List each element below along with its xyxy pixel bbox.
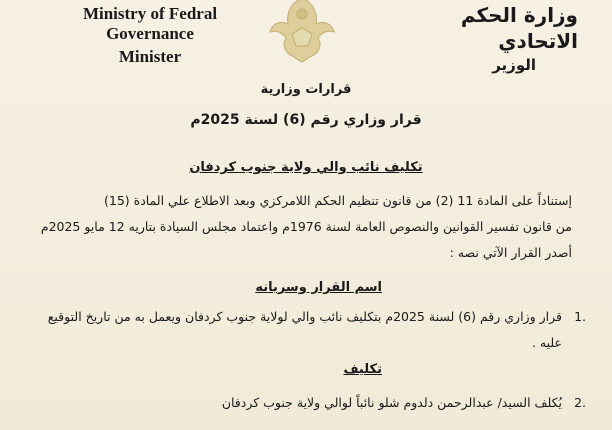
clause-number: 1.	[574, 309, 586, 324]
minister-title-ar: الوزير	[492, 56, 536, 74]
preamble-line-3: أصدر القرار الآتي نصه :	[449, 245, 572, 260]
arabic-letterhead	[378, 2, 578, 76]
ministry-name-en: Ministry of Fedral Governance	[82, 4, 218, 43]
clause-2	[24, 390, 584, 416]
decree-subject: تكليف نائب والي ولاية جنوب كردفان	[189, 160, 423, 175]
preamble-line-1: إستناداً على المادة 11 (2) من قانون تنظيم الحكم اللامركزي وبعد الاطلاع علي المادة (15)	[104, 193, 572, 208]
clause-1	[24, 304, 584, 356]
english-letterhead	[40, 4, 260, 68]
clause-text: يُكلف السيد/ عبدالرحمن دلدوم شلو نائباً لوالي ولاية جنوب كردفان	[221, 395, 562, 410]
decree-number: قرار وزاري رقم (6) لسنة 2025م	[190, 112, 422, 128]
state-emblem-icon	[262, 0, 342, 66]
clause-text: قرار وزاري رقم (6) لسنة 2025م بتكليف نائب والي لولاية جنوب كردفان ويعمل به من تاريخ التوقيع عليه .	[47, 309, 562, 350]
minister-title-en: Minister	[118, 47, 182, 66]
section-heading-assignment: تكليف	[343, 362, 382, 377]
section-heading-name-effect: اسم القرار وسريانه	[255, 280, 382, 295]
document-category: قرارات وزارية	[260, 82, 352, 97]
clause-number: 2.	[574, 395, 586, 410]
ministry-name-ar: وزارة الحكم الاتحادي	[460, 3, 578, 53]
preamble	[12, 188, 572, 266]
preamble-line-2: من قانون تفسير القوانين والنصوص العامة لسنة 1976م واعتماد مجلس السيادة بتاريه 12 مايو 2025م	[40, 219, 572, 234]
